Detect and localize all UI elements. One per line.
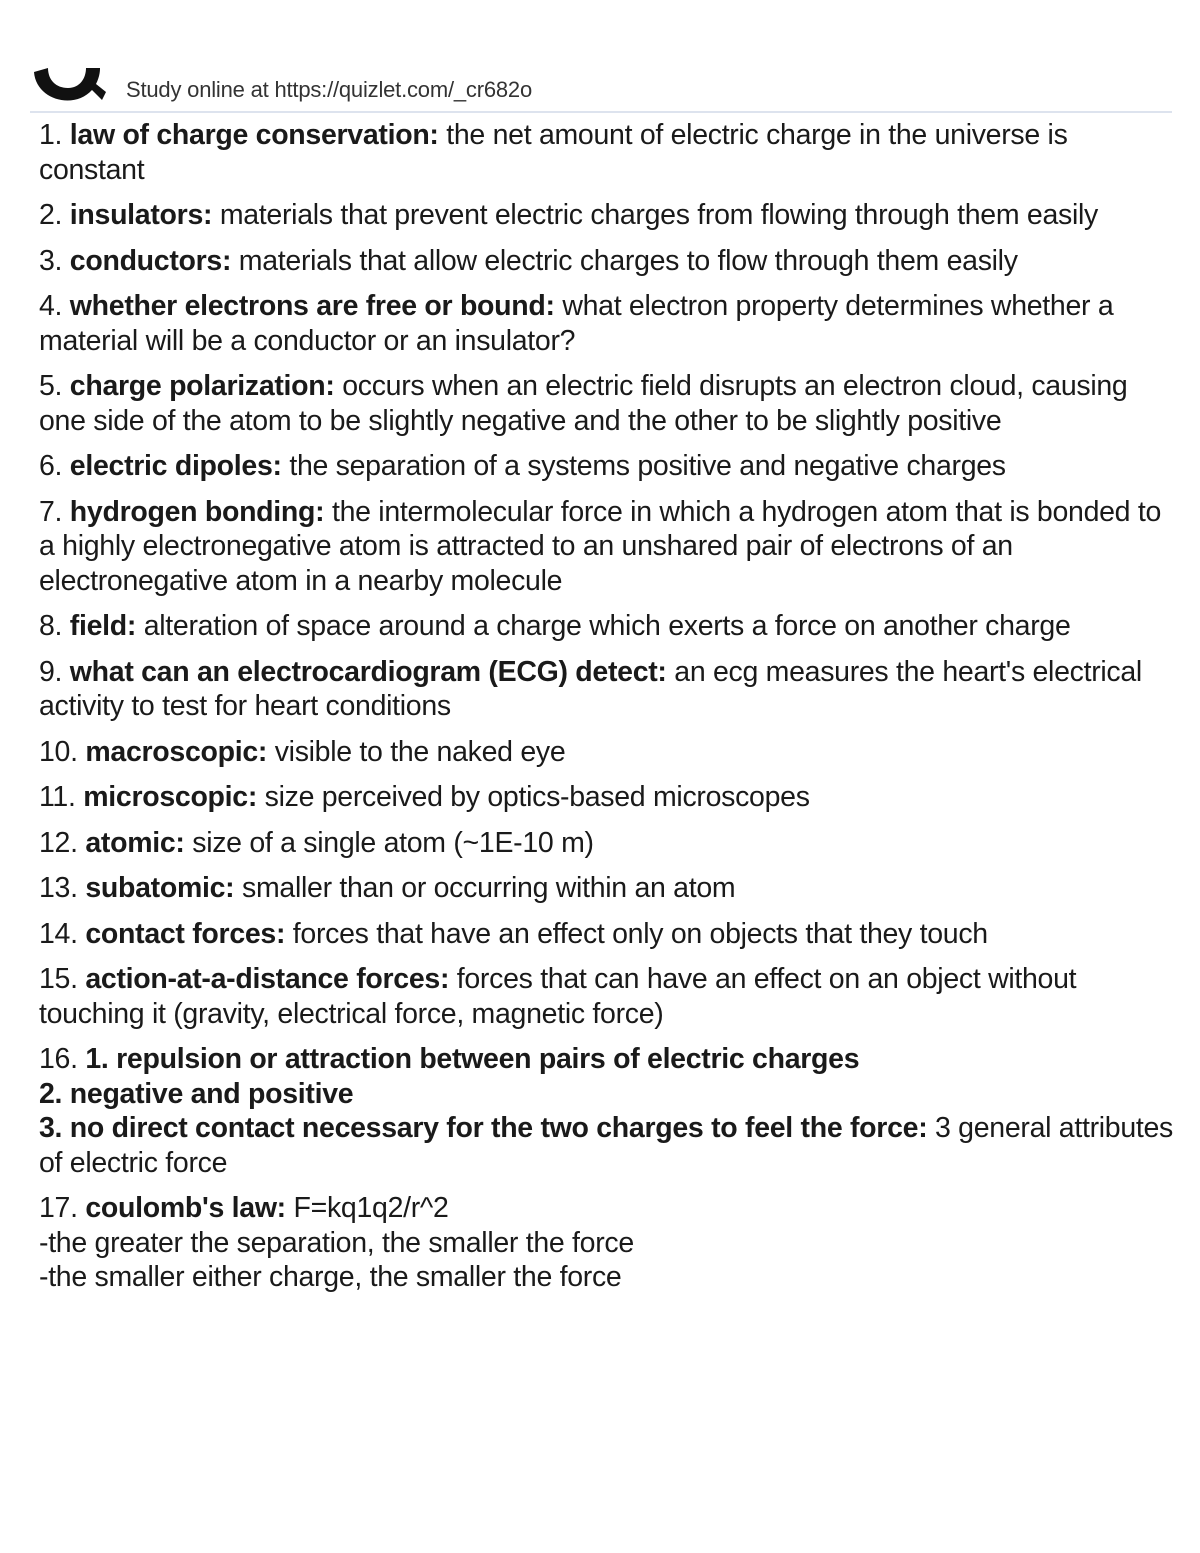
list-item <box>39 449 1175 484</box>
list-item <box>39 871 1175 906</box>
item-number: 9. <box>39 655 63 688</box>
item-term: subatomic: <box>85 872 235 904</box>
item-number: 6. <box>39 450 63 482</box>
list-item <box>39 369 1175 438</box>
list-item <box>39 1191 1175 1295</box>
item-definition: smaller than or occurring within an atom <box>242 872 736 904</box>
list-item <box>39 917 1175 952</box>
item-term: what can an electrocardiogram (ECG) detect: <box>69 655 667 688</box>
item-definition: materials that allow electric charges to flow through them easily <box>238 244 1018 277</box>
item-definition: forces that can have an effect on an object without touching it (gravity, electrical force, magnetic force) <box>39 963 1077 1030</box>
item-term: contact forces: <box>85 917 286 950</box>
item-term: field: <box>69 610 137 642</box>
item-definition: the separation of a systems positive and negative charges <box>289 450 1006 482</box>
item-term: microscopic: <box>83 781 258 813</box>
item-definition: visible to the naked eye <box>274 735 566 768</box>
item-number: 8. <box>39 610 63 642</box>
list-item <box>39 780 1175 815</box>
list-item <box>39 735 1175 770</box>
quizlet-logo-icon <box>30 66 106 108</box>
item-number: 3. <box>39 244 63 277</box>
item-number: 14. <box>39 917 78 950</box>
item-number: 10. <box>39 735 78 768</box>
item-number: 5. <box>39 370 63 402</box>
item-definition: materials that prevent electric charges from flowing through them easily <box>219 199 1098 231</box>
list-item <box>39 962 1175 1031</box>
item-number: 12. <box>39 826 78 859</box>
item-definition: 3 general attributes of electric force <box>39 1112 1174 1179</box>
item-term: law of charge conservation: <box>69 119 439 151</box>
item-term: electric dipoles: <box>69 450 282 482</box>
item-term: whether electrons are free or bound: <box>69 290 555 322</box>
item-definition: F=kq1q2/r^2 <box>293 1192 449 1224</box>
item-number: 11. <box>39 781 76 813</box>
item-definition: the intermolecular force in which a hydrogen atom that is bonded to a highly electronegative atom is attracted to an unshared pair of electrons of an electronegative atom in a nearby molecule <box>39 495 1162 597</box>
item-definition: size of a single atom (~1E-10 m) <box>192 826 594 859</box>
item-number: 1. <box>39 119 63 151</box>
header-divider <box>30 111 1172 113</box>
item-number: 17. <box>39 1192 78 1224</box>
item-term: macroscopic: <box>85 735 268 768</box>
list-item <box>39 495 1175 599</box>
item-definition: size perceived by optics-based microscopes <box>264 781 810 813</box>
item-term: coulomb's law: <box>85 1192 286 1224</box>
item-number: 16. <box>39 1043 78 1075</box>
item-definition: forces that have an effect only on objects that they touch <box>292 917 988 950</box>
item-term: hydrogen bonding: <box>69 495 325 528</box>
item-definition: alteration of space around a charge which exerts a force on another charge <box>143 610 1071 642</box>
item-term: action-at-a-distance forces: <box>85 963 450 995</box>
list-item <box>39 655 1175 724</box>
item-definition: the net amount of electric charge in the universe is constant <box>39 119 1068 186</box>
item-definition: occurs when an electric field disrupts an electron cloud, causing one side of the atom to be slightly negative and the other to be slightly positive <box>39 370 1128 437</box>
item-term-line: 1. repulsion or attraction between pairs of electric charges <box>85 1043 860 1075</box>
header-url-text: Study online at https://quizlet.com/_cr682o <box>126 77 532 102</box>
item-number: 7. <box>39 495 63 528</box>
item-term-line: 3. no direct contact necessary for the two charges to feel the force: <box>39 1112 928 1144</box>
item-definition-line: -the greater the separation, the smaller the force <box>39 1226 634 1259</box>
item-number: 4. <box>39 290 63 322</box>
list-item <box>39 118 1175 187</box>
list-item <box>39 609 1175 644</box>
item-number: 2. <box>39 199 63 231</box>
flashcard-list <box>39 118 1175 1306</box>
list-item <box>39 1042 1175 1180</box>
list-item <box>39 244 1175 279</box>
item-term: insulators: <box>69 199 213 231</box>
item-definition: what electron property determines whether a material will be a conductor or an insulator? <box>39 290 1114 357</box>
list-item <box>39 826 1175 861</box>
item-definition-line: -the smaller either charge, the smaller the force <box>39 1261 622 1293</box>
list-item <box>39 289 1175 358</box>
item-term: charge polarization: <box>69 370 335 402</box>
item-term: conductors: <box>69 244 232 277</box>
item-term-line: 2. negative and positive <box>39 1077 354 1110</box>
page-header <box>30 62 1172 114</box>
list-item <box>39 198 1175 233</box>
item-term: atomic: <box>85 826 185 859</box>
item-number: 13. <box>39 872 78 904</box>
item-number: 15. <box>39 963 78 995</box>
item-definition: an ecg measures the heart's electrical activity to test for heart conditions <box>39 655 1142 722</box>
